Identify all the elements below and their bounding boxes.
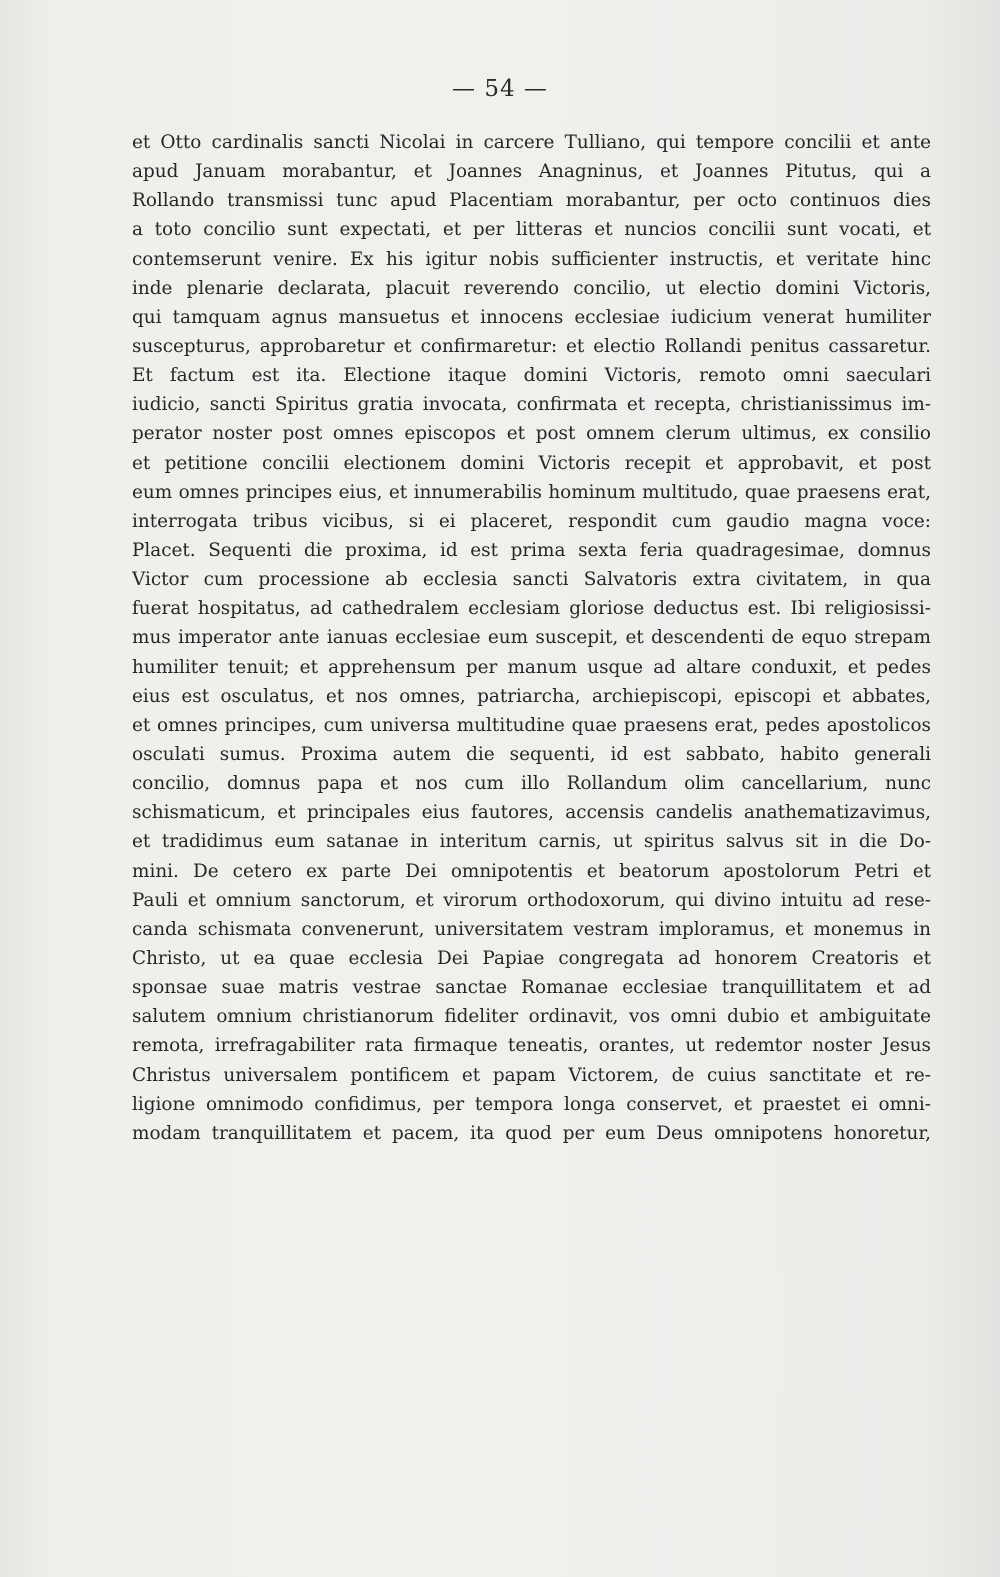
text-line: apud Januam morabantur, et Joannes Anagninus, et Joannes Pitutus, qui a [132, 161, 931, 183]
text-line: eius est osculatus, et nos omnes, patriarcha, archiepiscopi, episcopi et abbates, [132, 685, 931, 707]
text-line: humiliter tenuit; et apprehensum per manum usque ad altare conduxit, et pedes [132, 656, 931, 678]
text-line: iudicio, sancti Spiritus gratia invocata, confirmata et recepta, christianissimus im- [132, 394, 931, 416]
text-line: interrogata tribus vicibus, si ei placeret, respondit cum gaudio magna voce: [132, 510, 931, 532]
text-line: ligione omnimodo confidimus, per tempora longa conservet, et praestet ei omni- [132, 1093, 931, 1115]
text-line: suscepturus, approbaretur et confirmaretur: et electio Rollandi penitus cassaretur. [132, 335, 931, 357]
text-line: Christus universalem pontificem et papam Victorem, de cuius sanctitate et re- [132, 1064, 931, 1086]
text-line: modam tranquillitatem et pacem, ita quod per eum Deus omnipotens honoretur, [132, 1122, 931, 1144]
text-line: Rollando transmissi tunc apud Placentiam morabantur, per octo continuos dies [132, 190, 931, 212]
text-line: a toto concilio sunt expectati, et per litteras et nuncios concilii sunt vocati, et [132, 219, 931, 241]
text-line: perator noster post omnes episcopos et post omnem clerum ultimus, ex consilio [132, 423, 931, 445]
text-line: Placet. Sequenti die proxima, id est prima sexta feria quadragesimae, domnus [132, 539, 931, 561]
text-line: canda schismata convenerunt, universitatem vestram imploramus, et monemus in [132, 918, 931, 940]
page-number: — 54 — [452, 76, 548, 102]
text-line: eum omnes principes eius, et innumerabilis hominum multitudo, quae praesens erat, [132, 481, 931, 503]
text-line: remota, irrefragabiliter rata firmaque teneatis, orantes, ut redemtor noster Jesus [132, 1035, 931, 1057]
text-line: osculati sumus. Proxima autem die sequenti, id est sabbato, habito generali [132, 743, 931, 765]
text-line: et petitione concilii electionem domini Victoris recepit et approbavit, et post [132, 452, 931, 474]
text-line: salutem omnium christianorum fideliter ordinavit, vos omni dubio et ambiguitate [132, 1006, 931, 1028]
text-line: mini. De cetero ex parte Dei omnipotentis et beatorum apostolorum Petri et [132, 860, 931, 882]
text-line: schismaticum, et principales eius fautores, accensis candelis anathematizavimus, [132, 802, 931, 824]
text-line: qui tamquam agnus mansuetus et innocens ecclesiae iudicium venerat humiliter [132, 306, 931, 328]
text-line: Christo, ut ea quae ecclesia Dei Papiae congregata ad honorem Creatoris et [132, 947, 931, 969]
text-line: fuerat hospitatus, ad cathedralem ecclesiam gloriose deductus est. Ibi religiosissi- [132, 598, 931, 620]
text-line: et Otto cardinalis sancti Nicolai in carcere Tulliano, qui tempore concilii et ante [132, 132, 931, 153]
text-line: et omnes principes, cum universa multitudine quae praesens erat, pedes apostolicos [132, 714, 931, 736]
text-line: mus imperator ante ianuas ecclesiae eum suscepit, et descendenti de equo strepam [132, 627, 931, 649]
text-line: Et factum est ita. Electione itaque domini Victoris, remoto omni saeculari [132, 365, 931, 387]
text-line: sponsae suae matris vestrae sanctae Romanae ecclesiae tranquillitatem et ad [132, 977, 931, 999]
text-line: Pauli et omnium sanctorum, et virorum orthodoxorum, qui divino intuitu ad rese- [132, 889, 931, 911]
text-line: concilio, domnus papa et nos cum illo Rollandum olim cancellarium, nunc [132, 773, 931, 795]
body-text [132, 128, 931, 1148]
text-line: Victor cum processione ab ecclesia sancti Salvatoris extra civitatem, in qua [132, 569, 931, 591]
text-line: contemserunt venire. Ex his igitur nobis sufficienter instructis, et veritate hinc [132, 248, 931, 270]
text-line: et tradidimus eum satanae in interitum carnis, ut spiritus salvus sit in die Do- [132, 831, 931, 853]
text-line: inde plenarie declarata, placuit reverendo concilio, ut electio domini Victoris, [132, 277, 931, 299]
